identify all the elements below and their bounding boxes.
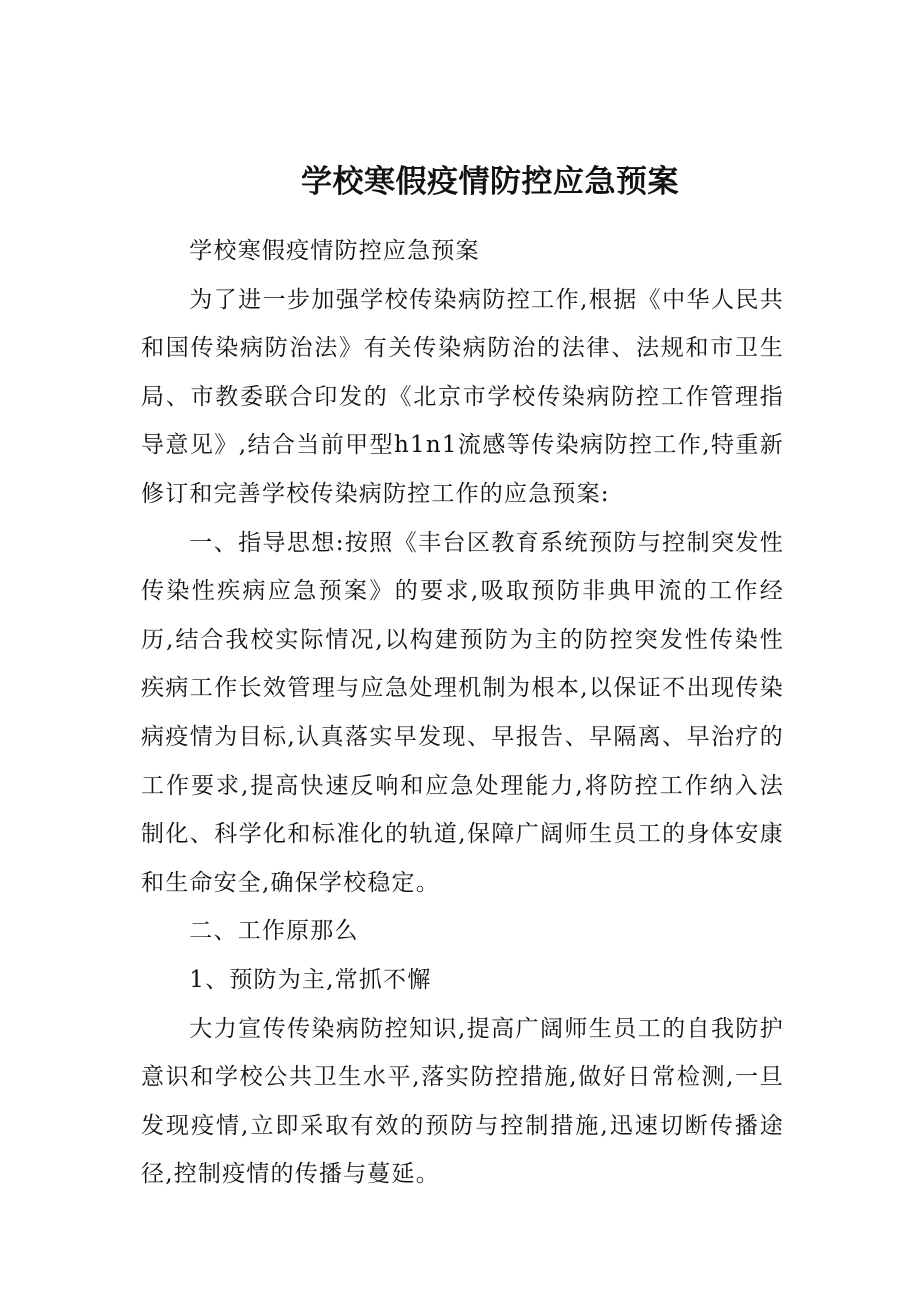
paragraph-principle-1-heading: 1、预防为主,常抓不懈 — [189, 966, 432, 993]
paragraph-subtitle: 学校寒假疫情防控应急预案 — [189, 238, 480, 264]
paragraph-principles-heading: 二、工作原那么 — [189, 918, 359, 945]
document-body — [141, 227, 784, 1199]
document-title: 学校寒假疫情防控应急预案 — [301, 164, 679, 200]
paragraph-principle-1-body: 大力宣传传染病防控知识,提高广阔师生员工的自我防护意识和学校公共卫生水平,落实防控措施,做好日常检测,一旦发现疫情,立即采取有效的预防与控制措施,迅速切断传播途径,控制疫情的传播与蔓延。 — [141, 1015, 784, 1188]
paragraph-guiding-thought: 一、指导思想:按照《丰台区教育系统预防与控制突发性传染性疾病应急预案》的要求,吸取预防非典甲流的工作经历,结合我校实际情况,以构建预防为主的防控突发性传染性疾病工作长效管理与应急处理机制为根本,以保证不出现传染病疫情为目标,认真落实早发现、早报告、早隔离、早治疗的工作要求,提高快速反响和应急处理能力,将防控工作纳入法制化、科学化和标准化的轨道,保障广阔师生员工的身体安康和生命安全,确保学校稳定。 — [141, 529, 784, 896]
paragraph-intro: 为了进一步加强学校传染病防控工作,根据《中华人民共和国传染病防治法》有关传染病防治的法律、法规和市卫生局、市教委联合印发的《北京市学校传染病防控工作管理指导意见》,结合当前甲型h1n1流感等传染病防控工作,特重新修订和完善学校传染病防控工作的应急预案: — [141, 286, 784, 507]
